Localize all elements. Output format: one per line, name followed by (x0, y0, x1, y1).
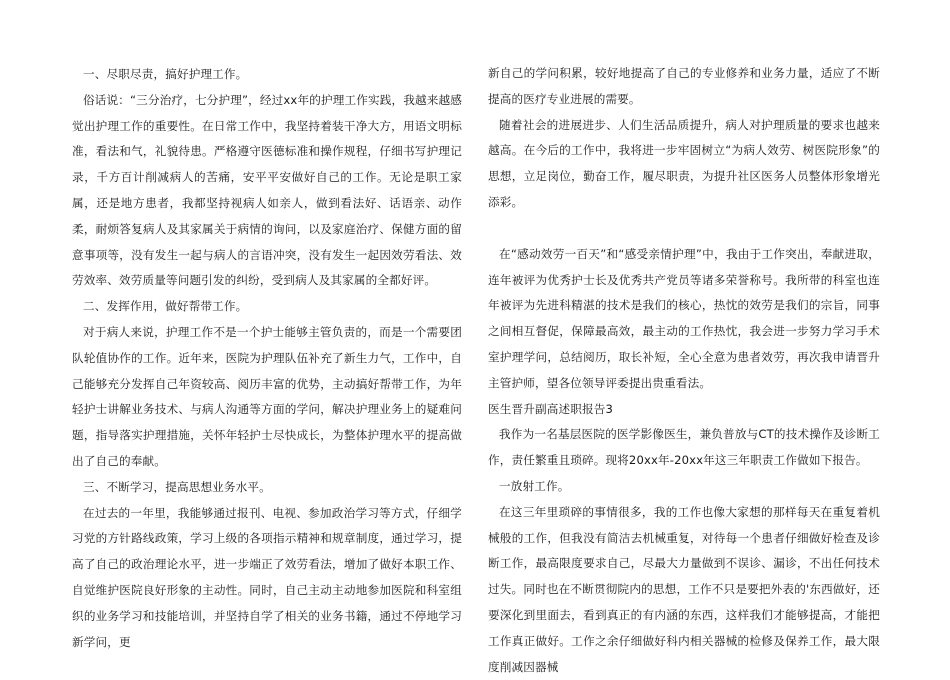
paragraph-future-work: 随着社会的进展进步、人们生活品质提升，病人对护理质量的要求也越来越高。在今后的工作中，我将进一步牢固树立“为病人效劳、树医院形象”的思想，立足岗位，勤奋工作，履尽职责，为提升社区医务人员整体形象增光添彩。 (488, 117, 880, 209)
section-heading-3: 三、不断学习，提高思想业务水平。 (83, 479, 271, 494)
paragraph-learning: 在过去的一年里，我能够通过报刊、电视、参加政治学习等方式，仔细学习党的方针路线政策，学习上级的各项指示精神和规章制度，通过学习，提高了自己的政治理论水平，进一步端正了效劳看法，增加了做好本职工作、自觉维护医院良好形象的主动性。同时，自己主动主动地参加医院和科室组织的业务学习和技能培训，并坚持自学了相关的业务书籍，通过不停地学习新学问，更 (72, 505, 462, 649)
paragraph-radiology-work: 在这三年里琐碎的事情很多，我的工作也像大家想的那样每天在重复着机械般的工作，但我没有简洁去机械重复，对待每一个患者仔细做好检查及诊断工作，最高限度要求自己，尽最大力量做到不误诊、漏诊，不出任何技术过失。同时也在不断贯彻院内的思想，工作不只是要把外表的'东西做好，还要深化到里面去，看到真正的有内涵的东西，这样我们才能够提高，才能把工作真正做好。工作之余仔细做好科内相关器械的检修及保养工作，最大限度削减因器械 (488, 504, 880, 674)
paragraph-continued: 新自己的学问积累，较好地提高了自己的专业修养和业务力量，适应了不断提高的医疗专业进展的需要。 (488, 66, 880, 106)
report-title: 医生晋升副高述职报告3 (488, 401, 613, 416)
section-heading-1: 一、尽职尽责，搞好护理工作。 (83, 67, 248, 81)
paragraph-honors: 在“感动效劳一百天”和“感受亲情护理”中，我由于工作突出，奉献进取，连年被评为优秀护士长及优秀共产党员等诸多荣誉称号。我所带的科室也连年被评为先进科精湛的技术是我们的核心，热忱的效劳是我们的宗旨，同事之间相互督促，保障最高效，最主动的工作热忱，我会进一步努力学习手术室护理学问，总结阅历，取长补短，全心全意为患者效劳，再次我申请晋升主管护师，望各位领导评委提出贵重看法。 (488, 246, 880, 390)
left-column (72, 62, 462, 655)
paragraph-mentoring: 对于病人来说，护理工作不是一个护士能够主管负责的，而是一个需要团队轮值协作的工作。近年来，医院为护理队伍补充了新生力气，工作中，自己能够充分发挥自己年资较高、阅历丰富的优势，主动搞好帮带工作，为年轻护士讲解业务技术、与病人沟通等方面的学问，解决护理业务上的疑难问题，指导落实护理措施，关怀年轻护士尽快成长，为整体护理水平的提高做出了自己的奉献。 (72, 324, 462, 468)
section-heading-radiology: 一放射工作。 (499, 478, 570, 493)
paragraph-nursing-duty: 俗话说：“三分治疗，七分护理”，经过xx年的护理工作实践，我越来越感觉出护理工作的重要性。在日常工作中，我坚持着装干净大方，用语文明标准，看法和气，礼貌待患。严格遵守医德标准和操作规程，仔细书写护理记录，千方百计削减病人的苦痛，安平平安做好自己的工作。无论是职工家属，还是地方患者，我都坚持视病人如亲人，做到看法好、话语亲、动作柔，耐烦答复病人及其家属关于病情的询问，以及家庭治疗、保健方面的留意事项等，没有发生一起与病人的言语冲突，没有发生一起因效劳看法、效劳效率、效劳质量等问题引发的纠纷，受到病人及其家属的全都好评。 (72, 92, 462, 288)
section-heading-2: 二、发挥作用，做好帮带工作。 (83, 299, 248, 314)
right-column (488, 61, 880, 680)
paragraph-introduction: 我作为一名基层医院的医学影像医生，兼负普放与CT的技术操作及诊断工作，责任繁重且琐碎。现将20xx年-20xx年这三年职责工作做如下报告。 (488, 427, 880, 468)
